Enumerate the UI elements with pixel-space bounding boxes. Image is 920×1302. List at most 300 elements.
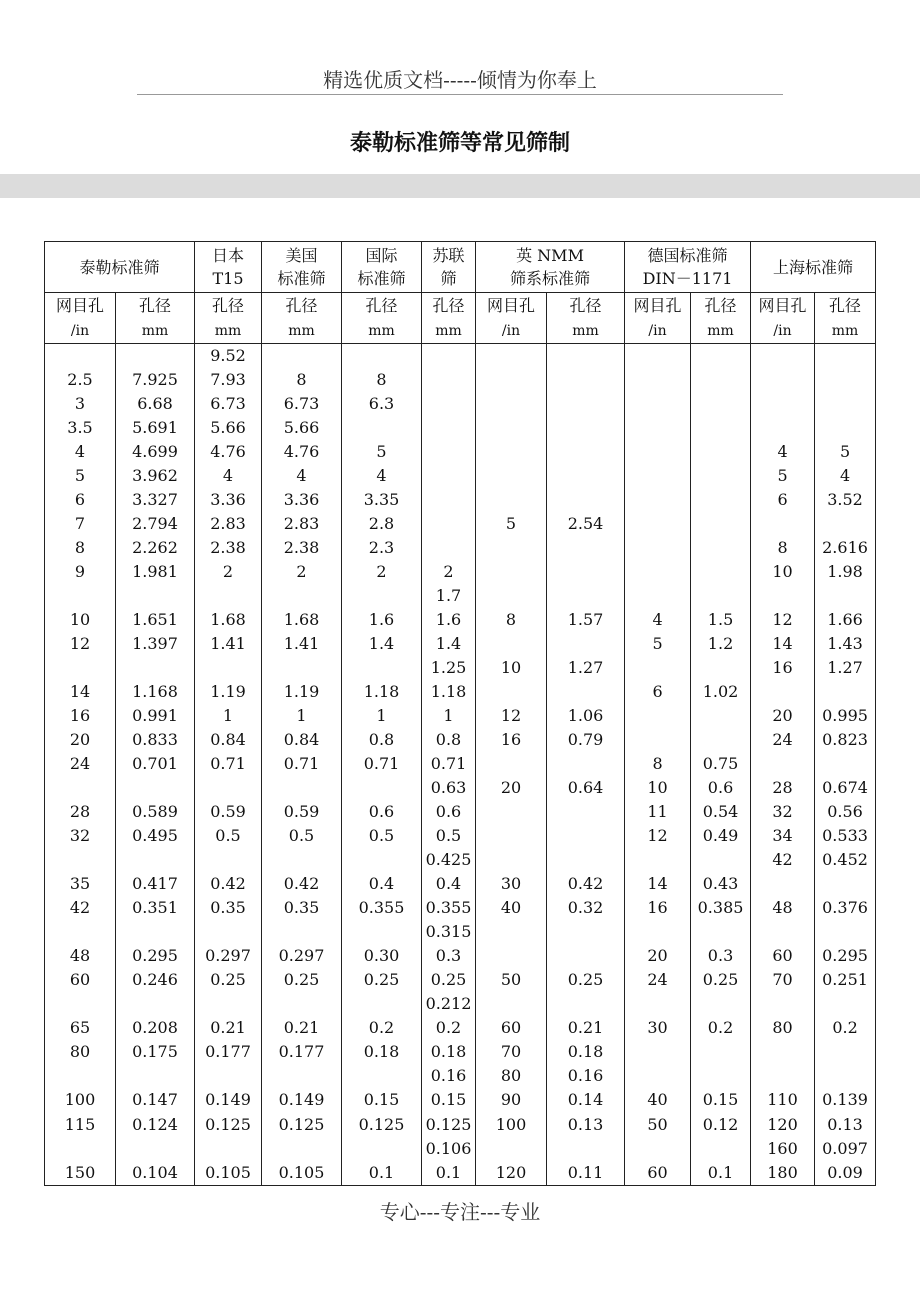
table-cell: 1.651 xyxy=(116,608,195,632)
table-cell: 0.59 xyxy=(262,800,342,824)
table-cell: 0.1 xyxy=(342,1161,422,1186)
table-cell: 0.355 xyxy=(342,896,422,920)
group-header-line: 日本 xyxy=(212,246,245,265)
group-header-line: T15 xyxy=(212,269,244,288)
table-cell: 60 xyxy=(476,1016,547,1040)
table-cell: 0.6 xyxy=(342,800,422,824)
table-cell: 3.327 xyxy=(116,488,195,512)
table-cell xyxy=(422,536,476,560)
table-cell xyxy=(547,464,625,488)
table-cell xyxy=(476,680,547,704)
table-cell: 0.42 xyxy=(547,872,625,896)
table-cell: 5 xyxy=(342,440,422,464)
table-cell xyxy=(815,752,876,776)
table-cell: 0.63 xyxy=(422,776,476,800)
table-cell: 8 xyxy=(751,536,815,560)
table-cell: 120 xyxy=(751,1113,815,1137)
table-cell: 0.64 xyxy=(547,776,625,800)
table-row xyxy=(45,1040,876,1064)
table-cell xyxy=(45,1137,116,1161)
table-cell xyxy=(751,392,815,416)
table-cell xyxy=(815,584,876,608)
table-cell: 2.8 xyxy=(342,512,422,536)
table-cell: 0.54 xyxy=(691,800,751,824)
table-cell: 0.823 xyxy=(815,728,876,752)
table-cell xyxy=(342,920,422,944)
table-cell: 0.1 xyxy=(691,1161,751,1186)
table-cell xyxy=(691,344,751,369)
table-cell: 0.71 xyxy=(262,752,342,776)
table-cell xyxy=(476,752,547,776)
table-cell xyxy=(476,416,547,440)
sub-header: 孔径 xyxy=(116,293,195,320)
table-cell xyxy=(691,728,751,752)
table-cell: 100 xyxy=(45,1088,116,1112)
table-cell: 0.21 xyxy=(195,1016,262,1040)
table-cell: 8 xyxy=(45,536,116,560)
table-cell: 7 xyxy=(45,512,116,536)
table-cell xyxy=(342,992,422,1016)
table-cell: 0.533 xyxy=(815,824,876,848)
table-cell: 0.56 xyxy=(815,800,876,824)
table-cell: 80 xyxy=(45,1040,116,1064)
table-cell: 0.59 xyxy=(195,800,262,824)
table-cell: 24 xyxy=(45,752,116,776)
table-row xyxy=(45,920,876,944)
table-cell: 3 xyxy=(45,392,116,416)
table-cell xyxy=(476,992,547,1016)
table-cell xyxy=(476,344,547,369)
table-cell: 60 xyxy=(625,1161,691,1186)
table-cell xyxy=(751,920,815,944)
table-cell: 30 xyxy=(476,872,547,896)
table-cell xyxy=(691,1040,751,1064)
table-cell: 0.295 xyxy=(815,944,876,968)
table-cell: 42 xyxy=(45,896,116,920)
table-row xyxy=(45,512,876,536)
table-cell: 1.68 xyxy=(262,608,342,632)
table-cell xyxy=(751,344,815,369)
table-header xyxy=(45,242,876,344)
table-cell: 0.75 xyxy=(691,752,751,776)
table-cell: 0.49 xyxy=(691,824,751,848)
table-cell: 0.2 xyxy=(342,1016,422,1040)
group-header-line: 美国 xyxy=(285,246,318,265)
table-cell: 160 xyxy=(751,1137,815,1161)
table-cell xyxy=(625,1040,691,1064)
table-cell xyxy=(422,440,476,464)
table-cell: 5 xyxy=(476,512,547,536)
table-cell xyxy=(625,584,691,608)
table-cell xyxy=(45,656,116,680)
table-cell xyxy=(45,992,116,1016)
table-cell xyxy=(751,752,815,776)
table-cell xyxy=(422,344,476,369)
table-cell: 0.5 xyxy=(422,824,476,848)
table-cell xyxy=(625,512,691,536)
table-cell xyxy=(547,416,625,440)
table-row xyxy=(45,1161,876,1186)
table-cell: 0.35 xyxy=(195,896,262,920)
group-header-line: 德国标准筛 xyxy=(647,246,728,265)
table-cell: 0.208 xyxy=(116,1016,195,1040)
table-cell xyxy=(116,1137,195,1161)
table-cell xyxy=(476,488,547,512)
group-header xyxy=(195,242,262,293)
table-cell: 5.66 xyxy=(195,416,262,440)
table-cell: 0.351 xyxy=(116,896,195,920)
table-cell xyxy=(751,512,815,536)
table-row xyxy=(45,1088,876,1112)
table-cell: 2.616 xyxy=(815,536,876,560)
unit-header: mm xyxy=(262,319,342,344)
table-cell: 8 xyxy=(625,752,691,776)
table-cell xyxy=(476,368,547,392)
table-cell xyxy=(195,776,262,800)
table-cell xyxy=(476,632,547,656)
table-cell: 6 xyxy=(751,488,815,512)
table-cell: 2.54 xyxy=(547,512,625,536)
table-row xyxy=(45,872,876,896)
page-title: 泰勒标准筛等常见筛制 xyxy=(349,131,570,156)
table-row xyxy=(45,440,876,464)
page-footer: 专心---专注---专业 xyxy=(379,1200,541,1224)
table-cell: 0.125 xyxy=(195,1113,262,1137)
table-cell: 10 xyxy=(625,776,691,800)
table-cell xyxy=(116,344,195,369)
table-cell: 1.4 xyxy=(342,632,422,656)
table-cell: 10 xyxy=(476,656,547,680)
table-cell xyxy=(691,560,751,584)
table-cell: 9.52 xyxy=(195,344,262,369)
table-cell xyxy=(116,920,195,944)
table-cell: 0.25 xyxy=(195,968,262,992)
table-cell: 1.66 xyxy=(815,608,876,632)
table-cell xyxy=(691,488,751,512)
table-cell: 2.38 xyxy=(262,536,342,560)
table-cell: 0.16 xyxy=(547,1064,625,1088)
table-cell xyxy=(691,512,751,536)
table-cell: 4.699 xyxy=(116,440,195,464)
table-cell: 0.833 xyxy=(116,728,195,752)
table-cell: 20 xyxy=(625,944,691,968)
unit-header: mm xyxy=(547,319,625,344)
table-cell xyxy=(625,464,691,488)
table-cell xyxy=(691,416,751,440)
table-cell xyxy=(262,776,342,800)
unit-header: /in xyxy=(45,319,116,344)
table-cell xyxy=(547,488,625,512)
table-cell: 0.15 xyxy=(691,1088,751,1112)
table-row xyxy=(45,536,876,560)
unit-header: /in xyxy=(625,319,691,344)
table-cell: 10 xyxy=(751,560,815,584)
table-cell: 3.52 xyxy=(815,488,876,512)
unit-header: mm xyxy=(691,319,751,344)
sub-header: 孔径 xyxy=(262,293,342,320)
table-cell: 35 xyxy=(45,872,116,896)
table-cell: 0.149 xyxy=(262,1088,342,1112)
table-cell xyxy=(691,536,751,560)
table-cell: 0.495 xyxy=(116,824,195,848)
table-cell xyxy=(751,1064,815,1088)
table-cell: 0.32 xyxy=(547,896,625,920)
table-row xyxy=(45,680,876,704)
table-cell: 0.297 xyxy=(195,944,262,968)
table-cell: 0.13 xyxy=(815,1113,876,1137)
table-row xyxy=(45,368,876,392)
table-cell: 40 xyxy=(625,1088,691,1112)
table-cell: 1 xyxy=(195,704,262,728)
table-cell: 5 xyxy=(625,632,691,656)
table-cell xyxy=(45,584,116,608)
table-cell: 0.297 xyxy=(262,944,342,968)
table-cell: 32 xyxy=(751,800,815,824)
table-row xyxy=(45,728,876,752)
table-cell: 0.8 xyxy=(422,728,476,752)
table-cell: 150 xyxy=(45,1161,116,1186)
table-row xyxy=(45,968,876,992)
table-cell: 0.4 xyxy=(342,872,422,896)
group-header-line: 泰勒标准筛 xyxy=(79,257,160,277)
table-cell: 0.25 xyxy=(262,968,342,992)
table-cell xyxy=(625,1064,691,1088)
table-cell: 0.71 xyxy=(195,752,262,776)
table-cell: 0.246 xyxy=(116,968,195,992)
table-cell xyxy=(342,584,422,608)
table-cell xyxy=(691,920,751,944)
table-cell: 4 xyxy=(751,440,815,464)
table-cell: 6.73 xyxy=(195,392,262,416)
table-cell: 0.18 xyxy=(422,1040,476,1064)
table-cell: 4 xyxy=(262,464,342,488)
table-cell: 6 xyxy=(45,488,116,512)
table-cell xyxy=(342,776,422,800)
table-row xyxy=(45,560,876,584)
sub-header: 孔径 xyxy=(547,293,625,320)
table-cell: 4 xyxy=(45,440,116,464)
table-cell: 8 xyxy=(476,608,547,632)
table-cell: 1.57 xyxy=(547,608,625,632)
sub-header: 网目孔 xyxy=(751,293,815,320)
table-cell xyxy=(476,560,547,584)
table-cell: 0.417 xyxy=(116,872,195,896)
table-cell: 11 xyxy=(625,800,691,824)
unit-header: mm xyxy=(116,319,195,344)
table-cell: 0.3 xyxy=(691,944,751,968)
table-cell: 1.4 xyxy=(422,632,476,656)
table-cell xyxy=(751,1040,815,1064)
table-cell xyxy=(751,872,815,896)
table-cell: 1 xyxy=(422,704,476,728)
group-header-line: 英 NMM xyxy=(516,246,584,265)
table-cell xyxy=(625,704,691,728)
table-cell: 115 xyxy=(45,1113,116,1137)
table-cell: 0.71 xyxy=(342,752,422,776)
table-cell xyxy=(476,584,547,608)
table-cell xyxy=(625,392,691,416)
table-cell xyxy=(625,416,691,440)
table-cell xyxy=(547,368,625,392)
table-cell xyxy=(476,848,547,872)
table-row xyxy=(45,944,876,968)
table-cell: 0.18 xyxy=(547,1040,625,1064)
table-cell: 0.124 xyxy=(116,1113,195,1137)
table-cell: 0.139 xyxy=(815,1088,876,1112)
table-cell xyxy=(815,344,876,369)
table-cell: 0.42 xyxy=(195,872,262,896)
table-cell xyxy=(815,872,876,896)
table-cell xyxy=(547,992,625,1016)
table-cell: 20 xyxy=(476,776,547,800)
table-cell: 48 xyxy=(751,896,815,920)
group-header xyxy=(422,242,476,293)
table-cell: 80 xyxy=(476,1064,547,1088)
table-cell: 0.16 xyxy=(422,1064,476,1088)
table-cell: 0.35 xyxy=(262,896,342,920)
table-cell: 4.76 xyxy=(195,440,262,464)
table-cell xyxy=(625,344,691,369)
table-cell xyxy=(625,560,691,584)
table-cell xyxy=(342,1137,422,1161)
table-cell xyxy=(262,920,342,944)
table-cell xyxy=(815,680,876,704)
table-row xyxy=(45,752,876,776)
table-cell xyxy=(547,848,625,872)
table-row xyxy=(45,608,876,632)
table-cell xyxy=(342,848,422,872)
unit-header: /in xyxy=(751,319,815,344)
table-cell xyxy=(815,512,876,536)
unit-header: mm xyxy=(422,319,476,344)
table-cell xyxy=(195,584,262,608)
table-cell: 6 xyxy=(625,680,691,704)
table-cell: 0.3 xyxy=(422,944,476,968)
table-cell xyxy=(422,464,476,488)
table-row xyxy=(45,656,876,680)
sub-header: 孔径 xyxy=(195,293,262,320)
table-cell: 6.73 xyxy=(262,392,342,416)
table-cell: 0.18 xyxy=(342,1040,422,1064)
table-cell: 2.3 xyxy=(342,536,422,560)
table-cell xyxy=(691,848,751,872)
table-cell xyxy=(195,656,262,680)
table-cell xyxy=(815,1040,876,1064)
table-cell: 24 xyxy=(625,968,691,992)
table-cell xyxy=(116,992,195,1016)
table-cell xyxy=(691,656,751,680)
group-header-line: 上海标准筛 xyxy=(773,257,854,277)
table-cell xyxy=(422,368,476,392)
table-cell: 10 xyxy=(45,608,116,632)
table-cell xyxy=(625,656,691,680)
table-cell: 1.98 xyxy=(815,560,876,584)
table-row xyxy=(45,1113,876,1137)
table-cell xyxy=(547,632,625,656)
table-row xyxy=(45,1016,876,1040)
group-header-line: 国际 xyxy=(365,246,398,265)
table-cell xyxy=(625,368,691,392)
table-cell xyxy=(625,488,691,512)
table-cell xyxy=(751,368,815,392)
table-cell xyxy=(262,344,342,369)
table-cell: 0.701 xyxy=(116,752,195,776)
table-cell: 3.36 xyxy=(195,488,262,512)
table-cell: 3.35 xyxy=(342,488,422,512)
table-cell xyxy=(422,392,476,416)
table-cell: 2.83 xyxy=(262,512,342,536)
table-cell: 12 xyxy=(751,608,815,632)
table-cell xyxy=(476,1137,547,1161)
sub-header: 孔径 xyxy=(815,293,876,320)
table-cell: 0.6 xyxy=(422,800,476,824)
table-row xyxy=(45,848,876,872)
table-cell: 5 xyxy=(751,464,815,488)
sieve-table xyxy=(44,241,876,1186)
table-row xyxy=(45,896,876,920)
table-cell: 100 xyxy=(476,1113,547,1137)
table-cell xyxy=(45,344,116,369)
table-cell xyxy=(342,416,422,440)
table-row xyxy=(45,392,876,416)
table-row xyxy=(45,632,876,656)
table-cell: 0.995 xyxy=(815,704,876,728)
table-cell: 6.3 xyxy=(342,392,422,416)
unit-header: /in xyxy=(476,319,547,344)
table-cell xyxy=(342,656,422,680)
table-cell xyxy=(45,848,116,872)
table-cell: 1.41 xyxy=(195,632,262,656)
sub-header: 孔径 xyxy=(422,293,476,320)
table-row xyxy=(45,992,876,1016)
table-cell xyxy=(815,1064,876,1088)
table-cell xyxy=(45,1064,116,1088)
table-cell: 0.71 xyxy=(422,752,476,776)
table-cell xyxy=(422,512,476,536)
table-cell: 0.42 xyxy=(262,872,342,896)
table-cell: 4 xyxy=(195,464,262,488)
table-cell xyxy=(691,1137,751,1161)
table-cell: 120 xyxy=(476,1161,547,1186)
table-cell: 1 xyxy=(342,704,422,728)
table-cell xyxy=(116,584,195,608)
table-cell: 0.25 xyxy=(691,968,751,992)
table-cell: 0.1 xyxy=(422,1161,476,1186)
table-cell: 0.14 xyxy=(547,1088,625,1112)
table-cell: 1.2 xyxy=(691,632,751,656)
table-cell: 7.93 xyxy=(195,368,262,392)
table-cell: 65 xyxy=(45,1016,116,1040)
table-cell: 0.251 xyxy=(815,968,876,992)
table-cell: 0.25 xyxy=(422,968,476,992)
table-cell xyxy=(691,368,751,392)
table-cell xyxy=(625,536,691,560)
table-cell: 3.36 xyxy=(262,488,342,512)
table-cell: 0.106 xyxy=(422,1137,476,1161)
table-cell: 0.105 xyxy=(262,1161,342,1186)
table-cell: 34 xyxy=(751,824,815,848)
table-cell xyxy=(195,920,262,944)
table-cell xyxy=(625,728,691,752)
table-row xyxy=(45,416,876,440)
unit-header: mm xyxy=(342,319,422,344)
table-cell: 60 xyxy=(751,944,815,968)
table-cell xyxy=(547,560,625,584)
table-cell: 110 xyxy=(751,1088,815,1112)
table-cell xyxy=(262,1137,342,1161)
table-cell: 1 xyxy=(262,704,342,728)
group-header xyxy=(476,242,625,293)
